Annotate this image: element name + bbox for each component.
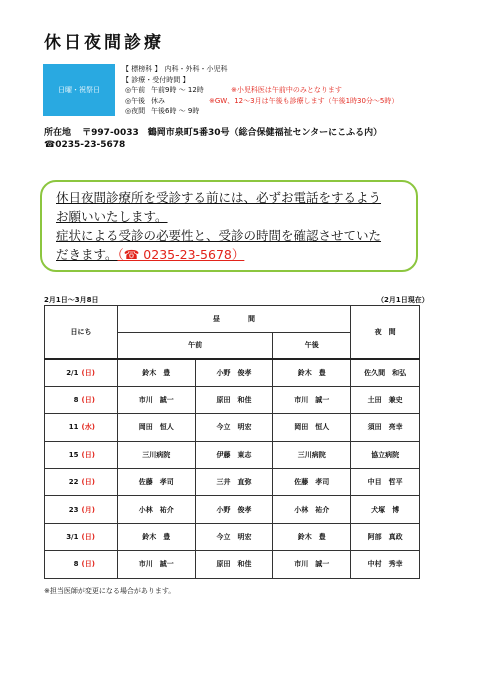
table-row (45, 523, 420, 550)
night-doctor: 犬塚 博 (351, 496, 420, 523)
date-cell (45, 441, 118, 468)
notice-line-1: 休日夜間診療所を受診する前には、必ずお電話をするよう (56, 190, 382, 205)
pm-doctor: 小林 祐介 (273, 496, 351, 523)
night-doctor: 協立病院 (351, 441, 420, 468)
hours-label: 【 診療・受付時間 】 (122, 75, 190, 84)
day-of-week: (日) (81, 368, 95, 377)
am-doctor-2: 小野 俊孝 (195, 359, 273, 387)
am-doctor-1: 三川病院 (117, 441, 195, 468)
am-doctor-1: 小林 祐介 (117, 496, 195, 523)
pm-doctor: 市川 誠一 (273, 551, 351, 578)
am-doctor-1: 岡田 恒人 (117, 414, 195, 441)
pm-row (122, 96, 398, 107)
address-label: 所在地 (44, 128, 72, 138)
table-row (45, 469, 420, 496)
notice-text (56, 188, 381, 264)
day-of-week: (日) (81, 396, 95, 405)
am-doctor-2: 今立 明宏 (195, 523, 273, 550)
day-of-week: (水) (81, 423, 95, 432)
day-of-week: (月) (81, 505, 95, 514)
night-doctor: 中目 哲平 (351, 469, 420, 496)
day-of-week: (日) (81, 478, 95, 487)
am-doctor-2: 三井 直弥 (195, 469, 273, 496)
pm-doctor: 鈴木 豊 (273, 359, 351, 387)
day-of-week: (日) (81, 533, 95, 542)
dept-label: 【 標榜科 】 (122, 65, 162, 73)
notice-line-2: お願いいたします。 (56, 209, 168, 224)
header-pm: 午後 (273, 333, 351, 359)
holiday-label-box: 日曜・祝祭日 (43, 64, 115, 116)
date-value: 23 (68, 505, 79, 514)
pm-doctor: 岡田 恒人 (273, 414, 351, 441)
notice-line-3: 症状による受診の必要性と、受診の時間を確認させていた (56, 228, 382, 243)
am-doctor-1: 鈴木 豊 (117, 359, 195, 387)
notice-phone: （☎ 0235-23-5678） (117, 247, 245, 262)
date-cell (45, 496, 118, 523)
day-of-week: (日) (81, 560, 95, 569)
night-doctor: 土田 兼史 (351, 386, 420, 413)
schedule-body (45, 359, 420, 579)
table-row (45, 496, 420, 523)
date-value: 8 (73, 560, 79, 569)
dept-value: 内科・外科・小児科 (164, 65, 228, 73)
footnote: ※担当医師が変更になる場合があります。 (44, 587, 176, 595)
date-cell (45, 359, 118, 387)
pm-note: ※GW、12～3月は午後も診療します（午後1時30分～5時） (209, 96, 399, 105)
table-row (45, 551, 420, 578)
date-cell (45, 523, 118, 550)
as-of-date: （2月1日現在） (377, 296, 429, 304)
am-doctor-2: 伊藤 東志 (195, 441, 273, 468)
hours-label-row (122, 75, 398, 86)
pm-doctor: 市川 誠一 (273, 386, 351, 413)
header-daytime: 昼 間 (117, 306, 350, 333)
am-doctor-1: 鈴木 豊 (117, 523, 195, 550)
night-doctor: 佐久間 和弘 (351, 359, 420, 387)
am-doctor-1: 市川 誠一 (117, 551, 195, 578)
date-cell (45, 414, 118, 441)
night-doctor: 須田 亮幸 (351, 414, 420, 441)
am-doctor-2: 原田 和佳 (195, 386, 273, 413)
phone-icon: ☎ (44, 140, 56, 150)
night-row (122, 106, 398, 117)
header-date: 日にち (45, 306, 118, 359)
header-am: 午前 (117, 333, 273, 359)
am-key: ◎午前 (125, 86, 146, 95)
am-row (122, 85, 398, 96)
date-value: 2/1 (66, 368, 79, 377)
date-cell (45, 469, 118, 496)
address-block (44, 127, 382, 151)
date-cell (45, 551, 118, 578)
pm-doctor: 佐藤 孝司 (273, 469, 351, 496)
am-doctor-2: 今立 明宏 (195, 414, 273, 441)
am-time: 午前9時 ～ 12時 (151, 86, 204, 95)
pm-doctor: 鈴木 豊 (273, 523, 351, 550)
am-doctor-1: 佐藤 孝司 (117, 469, 195, 496)
am-doctor-2: 小野 俊孝 (195, 496, 273, 523)
date-cell (45, 386, 118, 413)
night-key: ◎夜間 (125, 107, 146, 116)
date-value: 15 (68, 450, 79, 459)
pm-key: ◎午後 (125, 96, 146, 105)
am-doctor-1: 市川 誠一 (117, 386, 195, 413)
pm-time: 休み (151, 96, 165, 105)
date-value: 3/1 (66, 533, 79, 542)
date-value: 11 (68, 423, 79, 432)
table-row (45, 359, 420, 387)
notice-line-4: だきます。 (56, 247, 118, 262)
address-value: 〒997-0033 鶴岡市泉町5番30号（総合保健福祉センターにこふる内） (82, 128, 383, 138)
table-row (45, 414, 420, 441)
date-value: 8 (73, 396, 79, 405)
address-phone: 0235-23-5678 (55, 140, 126, 150)
page-title: 休日夜間診療 (44, 33, 164, 53)
dept-row (122, 64, 398, 75)
date-value: 22 (68, 478, 79, 487)
table-row (45, 441, 420, 468)
night-doctor: 阿部 真政 (351, 523, 420, 550)
night-doctor: 中村 秀幸 (351, 551, 420, 578)
am-note: ※小児科医は午前中のみとなります (231, 86, 342, 95)
header-night: 夜 間 (351, 306, 420, 359)
pm-doctor: 三川病院 (273, 441, 351, 468)
schedule-table (44, 305, 420, 579)
am-doctor-2: 原田 和佳 (195, 551, 273, 578)
clinic-info (122, 64, 398, 117)
table-row (45, 386, 420, 413)
day-of-week: (日) (81, 450, 95, 459)
schedule-period: 2月1日～3月8日 (44, 296, 99, 304)
night-time: 午後6時 ～ 9時 (151, 107, 200, 116)
